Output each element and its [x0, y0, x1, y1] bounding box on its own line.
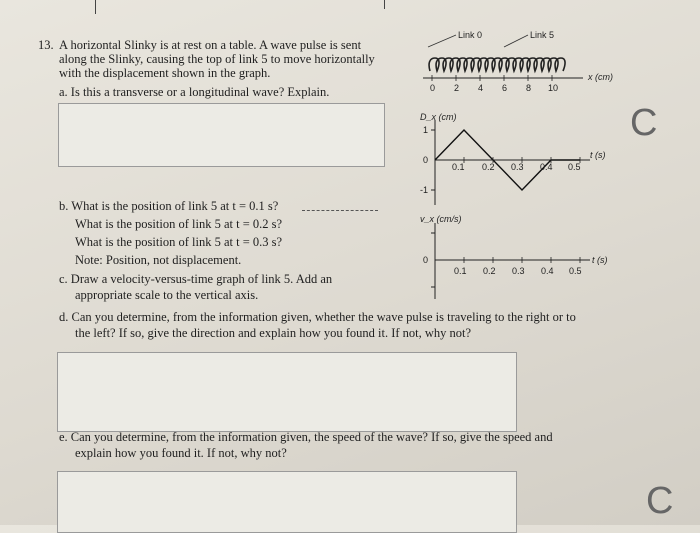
- part-c-line-1: c. Draw a velocity-versus-time graph of link 5. Add an: [59, 272, 333, 286]
- part-c-line-2: appropriate scale to the vertical axis.: [75, 288, 259, 302]
- slinky-tick-10: 10: [548, 83, 559, 93]
- part-a-text: a. Is this a transverse or a longitudinal wave? Explain.: [59, 85, 330, 99]
- correction-mark: C: [630, 102, 658, 144]
- part-e-line-1: e. Can you determine, from the information given, the speed of the wave? If so, give the speed and: [59, 430, 553, 444]
- page-mark: [95, 0, 96, 14]
- part-d-line-1: d. Can you determine, from the information given, whether the wave pulse is traveling to the right or to: [59, 310, 576, 324]
- disp-xtick-0.5: 0.5: [568, 162, 581, 172]
- vel-xtick-0.3: 0.3: [512, 266, 525, 276]
- displacement-graph: [420, 110, 600, 210]
- slinky-tick-6: 6: [502, 83, 508, 93]
- disp-xlabel: t (s): [590, 150, 606, 160]
- disp-ytick-0: 0: [423, 155, 429, 165]
- slinky-figure: [418, 18, 618, 100]
- slinky-tick-4: 4: [478, 83, 484, 93]
- vel-xtick-0.1: 0.1: [454, 266, 467, 276]
- coil-spring: [429, 58, 565, 71]
- answer-blank-b1[interactable]: [302, 210, 378, 211]
- disp-xtick-0.3: 0.3: [511, 162, 524, 172]
- disp-xtick-0.4: 0.4: [540, 162, 553, 172]
- part-b-line-1: b. What is the position of link 5 at t = 0.1 s?: [59, 199, 279, 213]
- vel-xlabel: t (s): [592, 255, 608, 265]
- answer-box-a[interactable]: [58, 103, 385, 167]
- part-b-line-2: What is the position of link 5 at t = 0.2 s?: [75, 217, 283, 231]
- slinky-tick-8: 8: [526, 83, 532, 93]
- part-e-line-2: explain how you found it. If not, why not?: [75, 446, 287, 460]
- page-mark: [384, 0, 385, 9]
- x-axis-label: x (cm): [588, 72, 613, 82]
- question-stem-line-1: A horizontal Slinky is at rest on a table. A wave pulse is sent: [59, 38, 362, 52]
- vel-ytick-0: 0: [423, 255, 429, 265]
- link-0-label: Link 0: [458, 30, 483, 40]
- link-5-label: Link 5: [530, 30, 555, 40]
- slinky-tick-0: 0: [430, 83, 436, 93]
- answer-box-d[interactable]: [57, 352, 517, 432]
- vel-xtick-0.5: 0.5: [569, 266, 582, 276]
- question-stem-line-2: along the Slinky, causing the top of link 5 to move horizontally: [59, 52, 375, 66]
- disp-xtick-0.1: 0.1: [452, 162, 465, 172]
- part-d-line-2: the left? If so, give the direction and explain how you found it. If not, why not?: [75, 326, 472, 340]
- answer-box-e[interactable]: [57, 471, 517, 533]
- disp-ytick-neg1: -1: [420, 185, 429, 195]
- correction-mark: C: [646, 480, 674, 522]
- displacement-ylabel: D_x (cm): [420, 112, 457, 122]
- disp-ytick-1: 1: [423, 125, 429, 135]
- question-number: 13.: [38, 38, 54, 52]
- vel-xtick-0.2: 0.2: [483, 266, 496, 276]
- disp-xtick-0.2: 0.2: [482, 162, 495, 172]
- slinky-tick-2: 2: [454, 83, 460, 93]
- velocity-ylabel: v_x (cm/s): [420, 214, 462, 224]
- part-b-note: Note: Position, not displacement.: [75, 253, 242, 267]
- part-b-line-3: What is the position of link 5 at t = 0.3 s?: [75, 235, 283, 249]
- velocity-graph: [420, 215, 600, 305]
- question-stem-line-3: with the displacement shown in the graph.: [59, 66, 271, 80]
- vel-xtick-0.4: 0.4: [541, 266, 554, 276]
